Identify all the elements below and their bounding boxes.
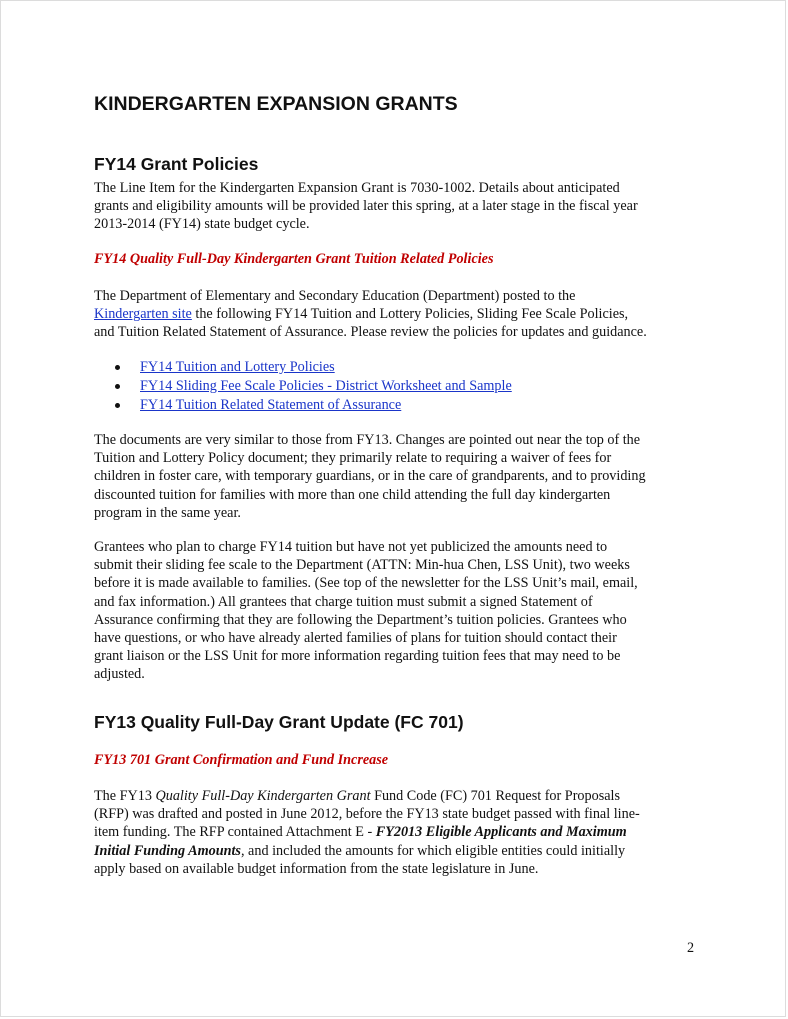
list-item [94, 396, 654, 415]
text-run: the following FY14 Tuition and Lottery Policies, Sliding Fee Scale Policies, [191, 306, 629, 323]
page-number: 2 [687, 940, 695, 956]
text-line: (RFP) was drafted and posted in June 2012, before the FY13 state budget passed with final line- [94, 806, 640, 823]
text-line: apply based on available budget information from the state legislature in June. [94, 860, 539, 877]
bullet-icon [115, 365, 120, 370]
text-line: submit their sliding fee scale to the Department (ATTN: Min-hua Chen, LSS Unit), two weeks [94, 557, 630, 574]
grantees-paragraph [94, 538, 706, 684]
section-heading-fy13: FY13 Quality Full-Day Grant Update (FC 701) [94, 712, 464, 732]
posted-paragraph [94, 287, 706, 342]
intro-paragraph [94, 179, 706, 234]
text-run: Fund Code (FC) 701 Request for Proposals [370, 788, 620, 804]
text-line: Tuition and Lottery Policy document; they primarily relate to requiring a waiver of fees for [94, 450, 612, 467]
bullet-icon [115, 384, 120, 389]
text-run: , and included the amounts for which eligible entities could initially [240, 842, 626, 859]
text-line: adjusted. [94, 666, 145, 683]
text-line: grant liaison or the LSS Unit for more information regarding tuition fees that may need to be [94, 648, 621, 665]
attachment-title-italic: FY2013 Eligible Applicants and Maximum [375, 824, 627, 841]
text-line: before it is made available to families. (See top of the newsletter for the LSS Unit’s mail, email, [94, 575, 638, 592]
kindergarten-site-link[interactable]: Kindergarten site [94, 306, 192, 323]
policy-links-list [94, 358, 654, 415]
text-line: program in the same year. [94, 504, 241, 521]
text-line: and Tuition Related Statement of Assurance. Please review the policies for updates and guidance. [94, 324, 647, 341]
text-line [94, 787, 706, 805]
text-line: The documents are very similar to those from FY13. Changes are pointed out near the top of the [94, 432, 641, 448]
statement-of-assurance-link[interactable]: FY14 Tuition Related Statement of Assurance [140, 397, 402, 413]
text-line: Grantees who plan to charge FY14 tuition but have not yet publicized the amounts need to [94, 539, 608, 555]
text-line: The Line Item for the Kindergarten Expansion Grant is 7030-1002. Details about anticipated [94, 180, 620, 196]
text-line: and fax information.) All grantees that charge tuition must submit a signed Statement of [94, 593, 593, 610]
text-line: discounted tuition for families with more than one child attending the full day kindergarten [94, 486, 611, 503]
text-line [94, 842, 706, 860]
bullet-icon [115, 403, 120, 408]
text-line: have questions, or who have already alerted families of plans for tuition should contact their [94, 630, 617, 647]
sliding-fee-scale-link[interactable]: FY14 Sliding Fee Scale Policies - District Worksheet and Sample [140, 378, 512, 394]
text-line: Assurance confirming that they are following the Department’s tuition policies. Grantees who [94, 611, 627, 628]
text-line: 2013-2014 (FY14) state budget cycle. [94, 216, 310, 233]
list-item [94, 358, 654, 377]
grant-name-italic: Quality Full-Day Kindergarten Grant [155, 788, 371, 804]
subheading-tuition-policies: FY14 Quality Full-Day Kindergarten Grant Tuition Related Policies [94, 251, 494, 267]
similar-documents-paragraph [94, 431, 706, 522]
text-line: children in foster care, with temporary guardians, or in the care of grandparents, and to providing [94, 468, 646, 485]
text-run: The FY13 [94, 788, 156, 804]
text-line [94, 823, 706, 841]
subheading-grant-confirmation: FY13 701 Grant Confirmation and Fund Increase [94, 752, 389, 768]
text-line: The Department of Elementary and Secondary Education (Department) posted to the [94, 288, 576, 304]
tuition-lottery-policies-link[interactable]: FY14 Tuition and Lottery Policies [140, 359, 335, 375]
list-item [94, 377, 654, 396]
text-line [94, 305, 706, 323]
attachment-title-italic: Initial Funding Amounts [94, 842, 241, 859]
fy13-paragraph [94, 787, 706, 878]
text-run: item funding. The RFP contained Attachment E - [94, 824, 376, 841]
document-title: KINDERGARTEN EXPANSION GRANTS [94, 93, 458, 115]
section-heading-fy14: FY14 Grant Policies [94, 154, 259, 174]
text-line: grants and eligibility amounts will be provided later this spring, at a later stage in the fiscal year [94, 198, 638, 215]
